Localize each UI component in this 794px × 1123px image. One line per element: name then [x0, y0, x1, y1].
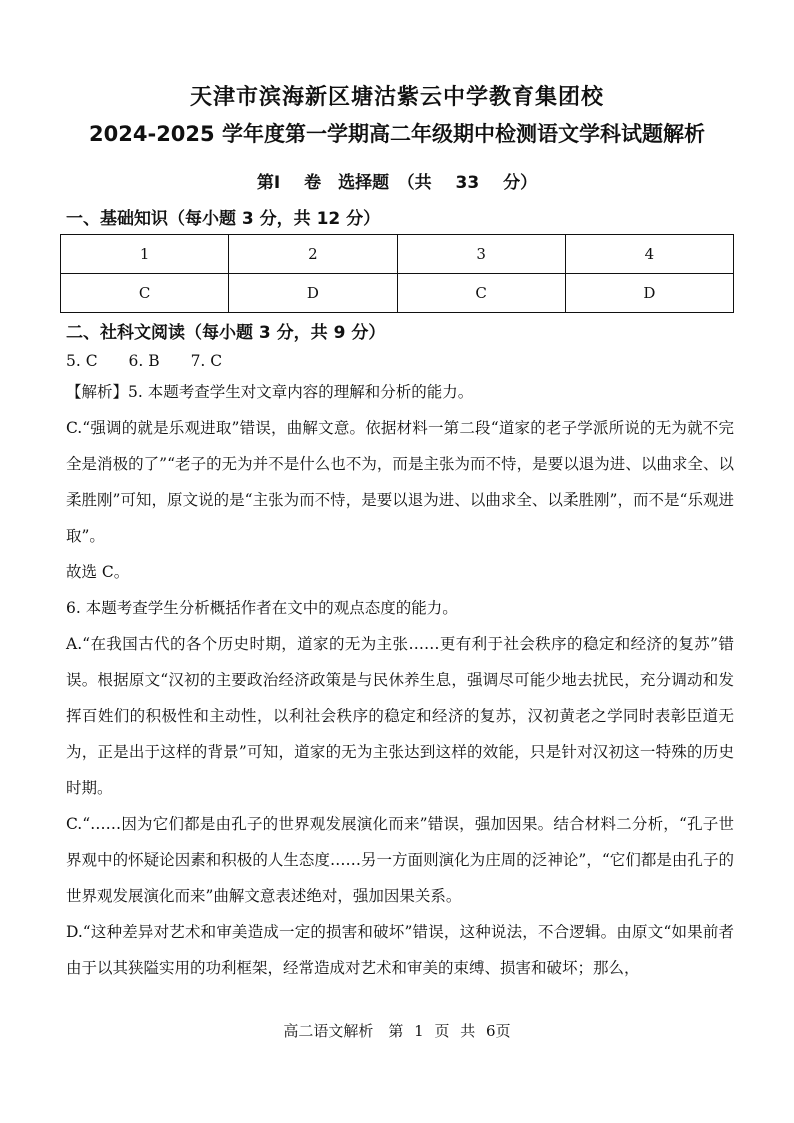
answer-item: 7. C: [190, 352, 223, 370]
page-footer: 高二语文解析 第 1 页 共 6页: [283, 1022, 511, 1040]
paragraph: 故选 C。: [66, 563, 130, 581]
table-row-answers: [61, 274, 734, 313]
document-title-school: 天津市滨海新区塘沽紫云中学教育集团校: [189, 85, 604, 110]
table-cell-number: 1: [61, 235, 229, 274]
answer-item: 5. C: [66, 352, 98, 370]
paragraph: 【解析】5. 本题考查学生对文章内容的理解和分析的能力。: [66, 383, 474, 401]
document-title-exam: 2024-2025 学年度第一学期高二年级期中检测语文学科试题解析: [89, 122, 705, 146]
section-heading-basic-knowledge: 一、基础知识（每小题 3 分，共 12 分）: [66, 209, 381, 229]
part-title: 第Ⅰ 卷 选择题 （共 33 分）: [256, 173, 538, 193]
explanation-body: [66, 374, 734, 986]
table-cell-answer: C: [61, 274, 229, 313]
section-heading-reading: 二、社科文阅读（每小题 3 分，共 9 分）: [66, 323, 386, 343]
table-cell-number: 4: [565, 235, 733, 274]
table-cell-number: 2: [229, 235, 397, 274]
table-row-numbers: [61, 235, 734, 274]
table-cell-answer: C: [397, 274, 565, 313]
table-cell-number: 3: [397, 235, 565, 274]
table-cell-answer: D: [565, 274, 733, 313]
paragraph: 6. 本题考查学生分析概括作者在文中的观点态度的能力。: [66, 599, 458, 617]
answer-item: 6. B: [128, 352, 160, 370]
multiple-choice-answers: [66, 346, 248, 376]
paragraph: C.“……因为它们都是由孔子的世界观发展演化而来”错误，强加因果。结合材料二分析，“孔子世界观中的怀疑论因素和积极的人生态度……另一方面则演化为庄周的泛神论”，“它们都是由孔子的世界观发展演化而来”曲解文意表述绝对，强加因果关系。: [66, 815, 734, 905]
paragraph: D.“这种差异对艺术和审美造成一定的损害和破坏”错误，这种说法，不合逻辑。由原文“如果前者由于以其狭隘实用的功利框架，经常造成对艺术和审美的束缚、损害和破坏；那么，: [66, 923, 734, 977]
answer-table: [60, 234, 734, 313]
paragraph: A.“在我国古代的各个历史时期，道家的无为主张……更有利于社会秩序的稳定和经济的复苏”错误。根据原文“汉初的主要政治经济政策是与民休养生息，强调尽可能少地去扰民，充分调动和发挥百姓们的积极性和主动性，以利社会秩序的稳定和经济的复苏，汉初黄老之学同时表彰臣道无为，正是出于这样的背景”可知，道家的无为主张达到这样的效能，只是针对汉初这一特殊的历史时期。: [66, 635, 734, 797]
paragraph: C.“强调的就是乐观进取”错误，曲解文意。依据材料一第二段“道家的老子学派所说的无为就不完全是消极的了”“老子的无为并不是什么也不为，而是主张为而不恃，是要以退为进、以曲求全、以柔胜刚”可知，原文说的是“主张为而不恃，是要以退为进、以曲求全、以柔胜刚”，而不是“乐观进取”。: [66, 419, 734, 545]
table-cell-answer: D: [229, 274, 397, 313]
